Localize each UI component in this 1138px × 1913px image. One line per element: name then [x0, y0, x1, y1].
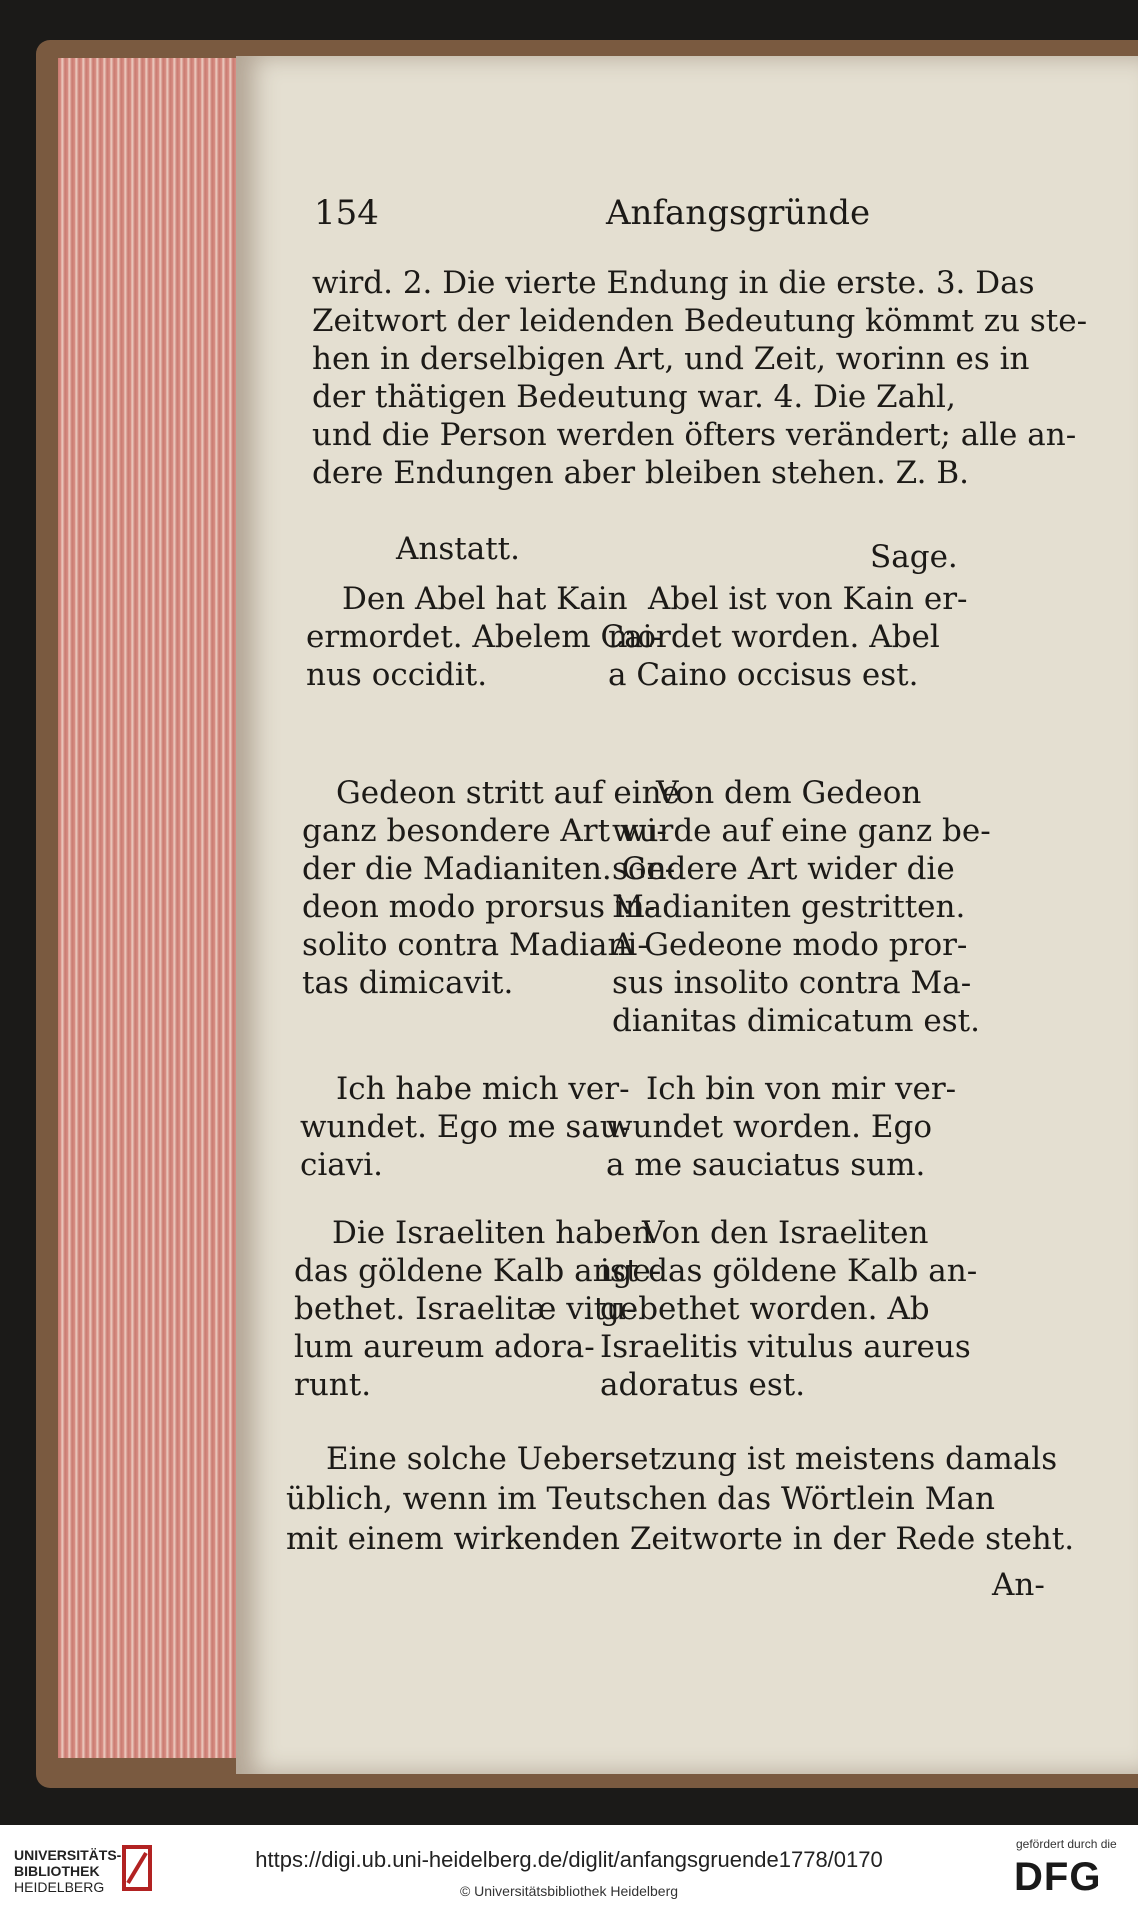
example-right-line: Madianiten gestritten. [612, 889, 966, 925]
example-left-line: Ich habe mich ver- [336, 1071, 630, 1107]
closing-line: Eine solche Uebersetzung ist meistens damals [326, 1441, 1058, 1477]
example-right-line: a Caino occisus est. [608, 657, 919, 693]
example-left-line: ciavi. [300, 1147, 384, 1183]
page-number: 154 [314, 193, 379, 233]
example-left-line: tas dimicavit. [302, 965, 514, 1001]
example-right-line: adoratus est. [600, 1367, 806, 1403]
example-right-line: Abel ist von Kain er- [648, 581, 968, 617]
intro-line: Zeitwort der leidenden Bedeutung kömmt zu ste- [312, 303, 1088, 339]
example-left-line: ermordet. Abelem Cai- [306, 619, 664, 655]
closing-line: mit einem wirkenden Zeitworte in der Rede steht. [286, 1521, 1075, 1557]
funding-note: gefördert durch die [1016, 1837, 1117, 1851]
example-left-line: runt. [294, 1367, 372, 1403]
example-right-line: gebethet worden. Ab [600, 1291, 930, 1327]
example-right-line: sondere Art wider die [612, 851, 955, 887]
example-left-line: das göldene Kalb ange- [294, 1253, 662, 1289]
example-right-line: dianitas dimicatum est. [612, 1003, 980, 1039]
copyright-notice: © Universitätsbibliothek Heidelberg [459, 1883, 679, 1899]
intro-line: hen in derselbigen Art, und Zeit, worinn es in [312, 341, 1030, 377]
example-left-line: solito contra Madiani- [302, 927, 648, 963]
intro-line: der thätigen Bedeutung war. 4. Die Zahl, [312, 379, 956, 415]
example-right-line: a me sauciatus sum. [606, 1147, 926, 1183]
example-left-line: Gedeon stritt auf eine [336, 775, 680, 811]
example-left-line: wundet. Ego me sau- [300, 1109, 631, 1145]
example-left-line: der die Madianiten. Ge- [302, 851, 676, 887]
page-edges [58, 58, 248, 1758]
left-column-heading: Anstatt. [396, 531, 520, 567]
example-right-line: sus insolito contra Ma- [612, 965, 972, 1001]
example-right-line: mordet worden. Abel [608, 619, 940, 655]
permalink-url[interactable]: https://digi.ub.uni-heidelberg.de/diglit/anfangsgruende1778/0170 [255, 1847, 883, 1872]
library-logo-line: BIBLIOTHEK [14, 1863, 100, 1879]
library-logo-line: HEIDELBERG [14, 1879, 105, 1895]
example-right-line: Ich bin von mir ver- [646, 1071, 957, 1107]
running-title: Anfangsgründe [606, 193, 871, 233]
library-logo-line: UNIVERSITÄTS- [14, 1847, 122, 1863]
example-left-line: bethet. Israelitæ vitu- [294, 1291, 637, 1327]
example-left-line: ganz besondere Art wi- [302, 813, 667, 849]
example-right-line: Von dem Gedeon [656, 775, 922, 811]
example-right-line: A Gedeone modo pror- [612, 927, 968, 963]
intro-line: und die Person werden öfters verändert; alle an- [312, 417, 1077, 453]
example-left-line: lum aureum adora- [294, 1329, 595, 1365]
example-right-line: Israelitis vitulus aureus [600, 1329, 971, 1365]
book-page [236, 56, 1138, 1774]
catchword: An- [992, 1567, 1045, 1603]
example-right-line: wurde auf eine ganz be- [612, 813, 991, 849]
viewer-footer [0, 1825, 1138, 1913]
example-right-line: wundet worden. Ego [606, 1109, 932, 1145]
example-left-line: Die Israeliten haben [332, 1215, 652, 1251]
closing-line: üblich, wenn im Teutschen das Wörtlein Man [286, 1481, 995, 1517]
example-right-line: ist das göldene Kalb an- [600, 1253, 978, 1289]
example-right-line: Von den Israeliten [642, 1215, 929, 1251]
example-left-line: deon modo prorsus in- [302, 889, 656, 925]
right-column-heading: Sage. [870, 539, 958, 575]
example-left-line: nus occidit. [306, 657, 488, 693]
intro-line: wird. 2. Die vierte Endung in die erste. 3. Das [312, 265, 1035, 301]
dfg-logo: DFG [1014, 1855, 1102, 1899]
intro-line: dere Endungen aber bleiben stehen. Z. B. [312, 455, 969, 491]
example-left-line: Den Abel hat Kain [342, 581, 628, 617]
